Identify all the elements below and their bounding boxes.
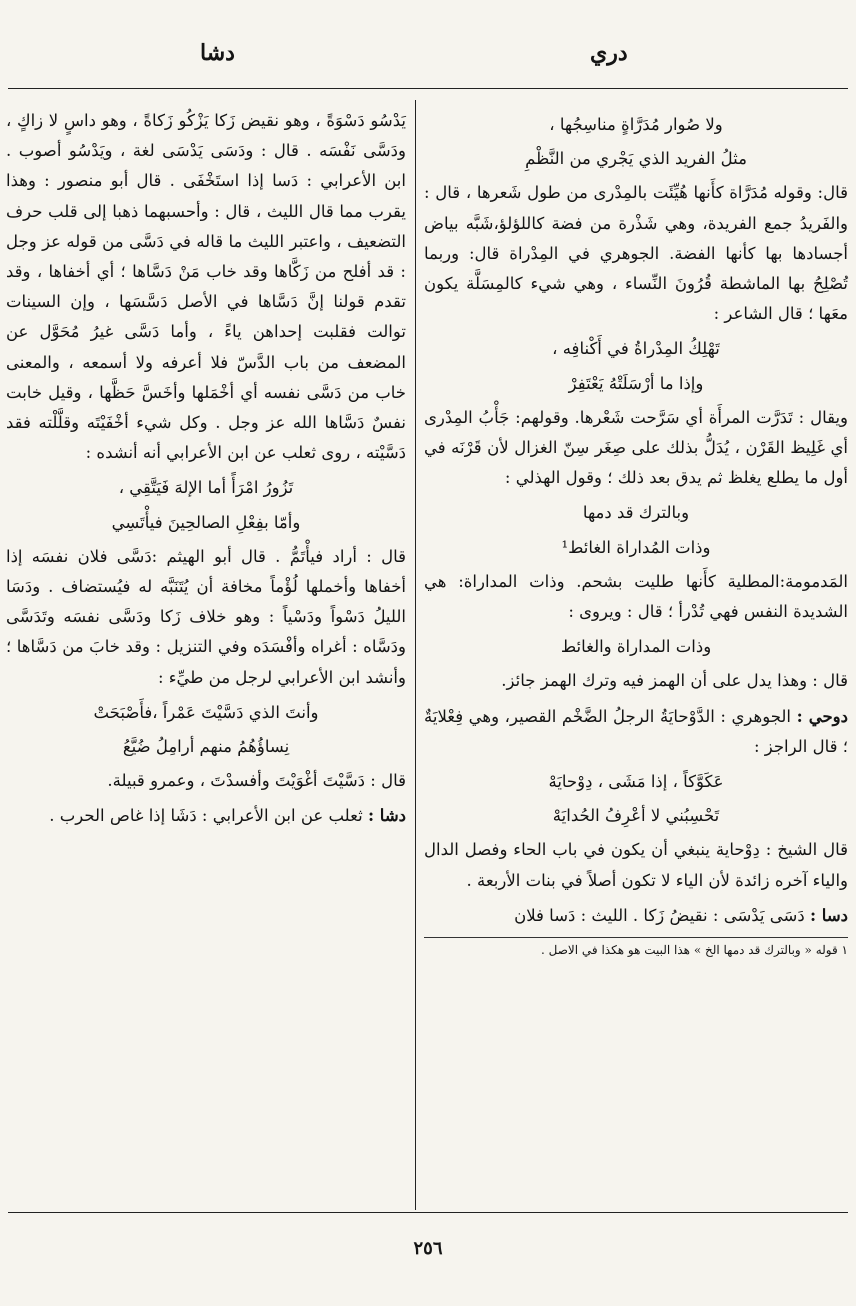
verse-line: مثلُ الفريد الذي يَجْري من النَّظْمِ: [525, 149, 747, 169]
paragraph: يَدْسُو دَسْوَةً ، وهو نقيض زَكا يَزْكُو زَكاةً ، وهو داسٍ لا زاكٍ ، ودَسَّى نَفْسَه . قال : ودَسَى يَدْسَى لغة ، ويَدْسُو أصوب . ابن الأعرابي : دَسا إذا استَخْفَى . قال أبو منصور : وهذا يقرب مما قال الليث ، قال : وأحسبهما ذهبا إلى قلب حرف التضعيف ، واعتبر الليث ما قاله في دَسَّى من قوله عز وجل : قد أفلح من زَكَّاها وقد خاب مَنْ دَسَّاها ؛ أي أخفاها ، وقد تقدم قولنا إنَّ دَسَّاها في الأصل دَسَّسَها ، وإن السينات توالت فقلبت إحداهن ياءً ، وأما دَسَّى غيرُ مُحَوَّل عن المضعف من باب الدَّسّ فلا أعرفه ولا أسمعه ، والمعنى خاب من دَسَّى نفسه أي أخْمَلها وأخَسَّ حَظَّها ، وقيل خابت نفسٌ دَسَّاها الله عز وجل . وكل شيء أخْفَيْتَه وقلَّلْته فقد دَسَّيْته ، روى ثعلب عن ابن الأعرابي أنه أنشده :: [6, 111, 406, 463]
paragraph: قال : دَسَّيْتَ أغْوَيْتَ وأفسدْتَ ، وعمرو قبيلة.: [107, 771, 406, 791]
paragraph: المَدمومة:المطلية كأَنها طليت بشحم. وذات المداراة: هي الشديدة النفس فهي تُدْرأ ؛ قال : ويروى :: [424, 571, 848, 622]
left-column: [6, 106, 406, 837]
paragraph: قال : وهذا يدل على أن الهمز فيه وترك الهمز جائز.: [501, 671, 848, 691]
page-number: ٢٥٦: [413, 1238, 443, 1259]
paragraph: قال : أراد فيأْتَمُّ . قال أبو الهيثم :دَسَّى فلان نفسَه إذا أخفاها وأخملها لُؤْماً مخافة أن يُتَنَبَّه له فيُستضاف . ودَسَا الليلُ دَسْواً ودَسْياً : وهو خلاف زَكا ودَسَّى نفسَه وتَدَسَّى ودَسَّاه : أغراه وأفْسَدَه وفي التنزيل : وقد خابَ من دَسَّاها ؛ وأنشد ابن الأعرابي لرجل من طيِّء :: [6, 546, 406, 687]
verse-line: نِساؤُهُمُ منهم أرامِلُ ضُيَّعُ: [122, 737, 290, 757]
verse-line: وإذا ما أرْسَلَتْهُ يَعْتَفِرْ: [568, 373, 704, 393]
right-column: [424, 106, 848, 959]
paragraph: ويقال : تَدَرَّت المرأَة أي سَرَّحت شَعْرها. وقولهم: جَأْبُ المِدْرى أي غَلِيظ القَرْن ، يُدَلُّ بذلك على صِغَر سِنّ الغزال لأن قَرْنَه في أول ما يطلع يغلظ ثم يدق بعد ذلك ؛ وقول الهذلي :: [424, 407, 848, 488]
footnote: ١ قوله « وبالترك قد دمها الخ » هذا البيت هو هكذا في الاصل .: [424, 937, 848, 959]
dictionary-entry: [6, 801, 406, 831]
entry-headword: دوحي :: [796, 706, 849, 726]
header-rule: [8, 88, 848, 89]
paragraph: قال: وقوله مُدَرَّاة كأَنها هُيِّئَت بالمِدْرى من طول شَعرها ، قال : والفَريدُ جمع الفريدة، وهي شَذْرة من فضة كاللؤلؤ،شَبَّه بياض أجسادها بها كأنها الفضة. الجوهري في المِدْراة قال: وربما تُصْلِحُ بها الماشطة قُرُونَ النِّساء ، وهي شيء كالمِسَلَّة يكون معَها ؛ قال الشاعر :: [424, 183, 848, 324]
verse-line: وذات المداراة والغائط: [560, 637, 712, 657]
verse-line: ولا صُوار مُدَرَّاةٍ مناسِجُها ،: [549, 115, 723, 134]
dictionary-entry: [424, 702, 848, 762]
verse-line: وأمّا بفِعْلِ الصالحِينَ فيأْتَسِي: [111, 512, 301, 532]
column-divider: [415, 100, 416, 1210]
entry-headword: دسا :: [809, 905, 848, 925]
verse-line: تَزُورُ امْرَأً أما الإلهَ فَيَتَّقِي ،: [118, 478, 294, 498]
verse-line: عَكَوَّكاً ، إذا مَشَى ، دِوْحايَهْ: [548, 772, 724, 792]
footer-rule: [8, 1212, 848, 1213]
running-head-right: دري: [590, 40, 628, 66]
entry-text: ثعلب عن ابن الأعرابي : دَشَا إذا غاص الحرب .: [49, 806, 363, 826]
dictionary-entry: [424, 901, 848, 931]
running-head-left: دشا: [200, 40, 235, 66]
verse-line: وذات المُداراة الغائط¹: [561, 537, 711, 557]
verse-line: تَهْلِكُ المِدْراةُ في أَكْنافِه ،: [552, 339, 720, 359]
entry-headword: دشا :: [367, 806, 406, 826]
entry-text: دَسَى يَدْسَى : نقيضُ زَكا . الليث : دَسا فلان: [514, 905, 805, 925]
entry-text: الجوهري : الدَّوْحايَةُ الرجلُ الضَّخْم القصير، وهي فِعْلايَةٌ ؛ قال الراجز :: [424, 706, 848, 756]
paragraph: قال الشيخ : دِوْحاية ينبغي أن يكون في باب الحاء وفصل الدال والياء آخره زائدة لأن الياء لا تكون أصلاً في بنات الأربعة .: [424, 840, 848, 890]
verse-line: وأنتَ الذي دَسَّيْتَ عَمْراً ،فأَصْبَحَتْ: [93, 702, 319, 722]
verse-line: تَحْسِبُني لا أعْرِفُ الحُدايَهْ: [552, 806, 720, 826]
verse-line: وبالترك قد دمها: [582, 503, 690, 523]
